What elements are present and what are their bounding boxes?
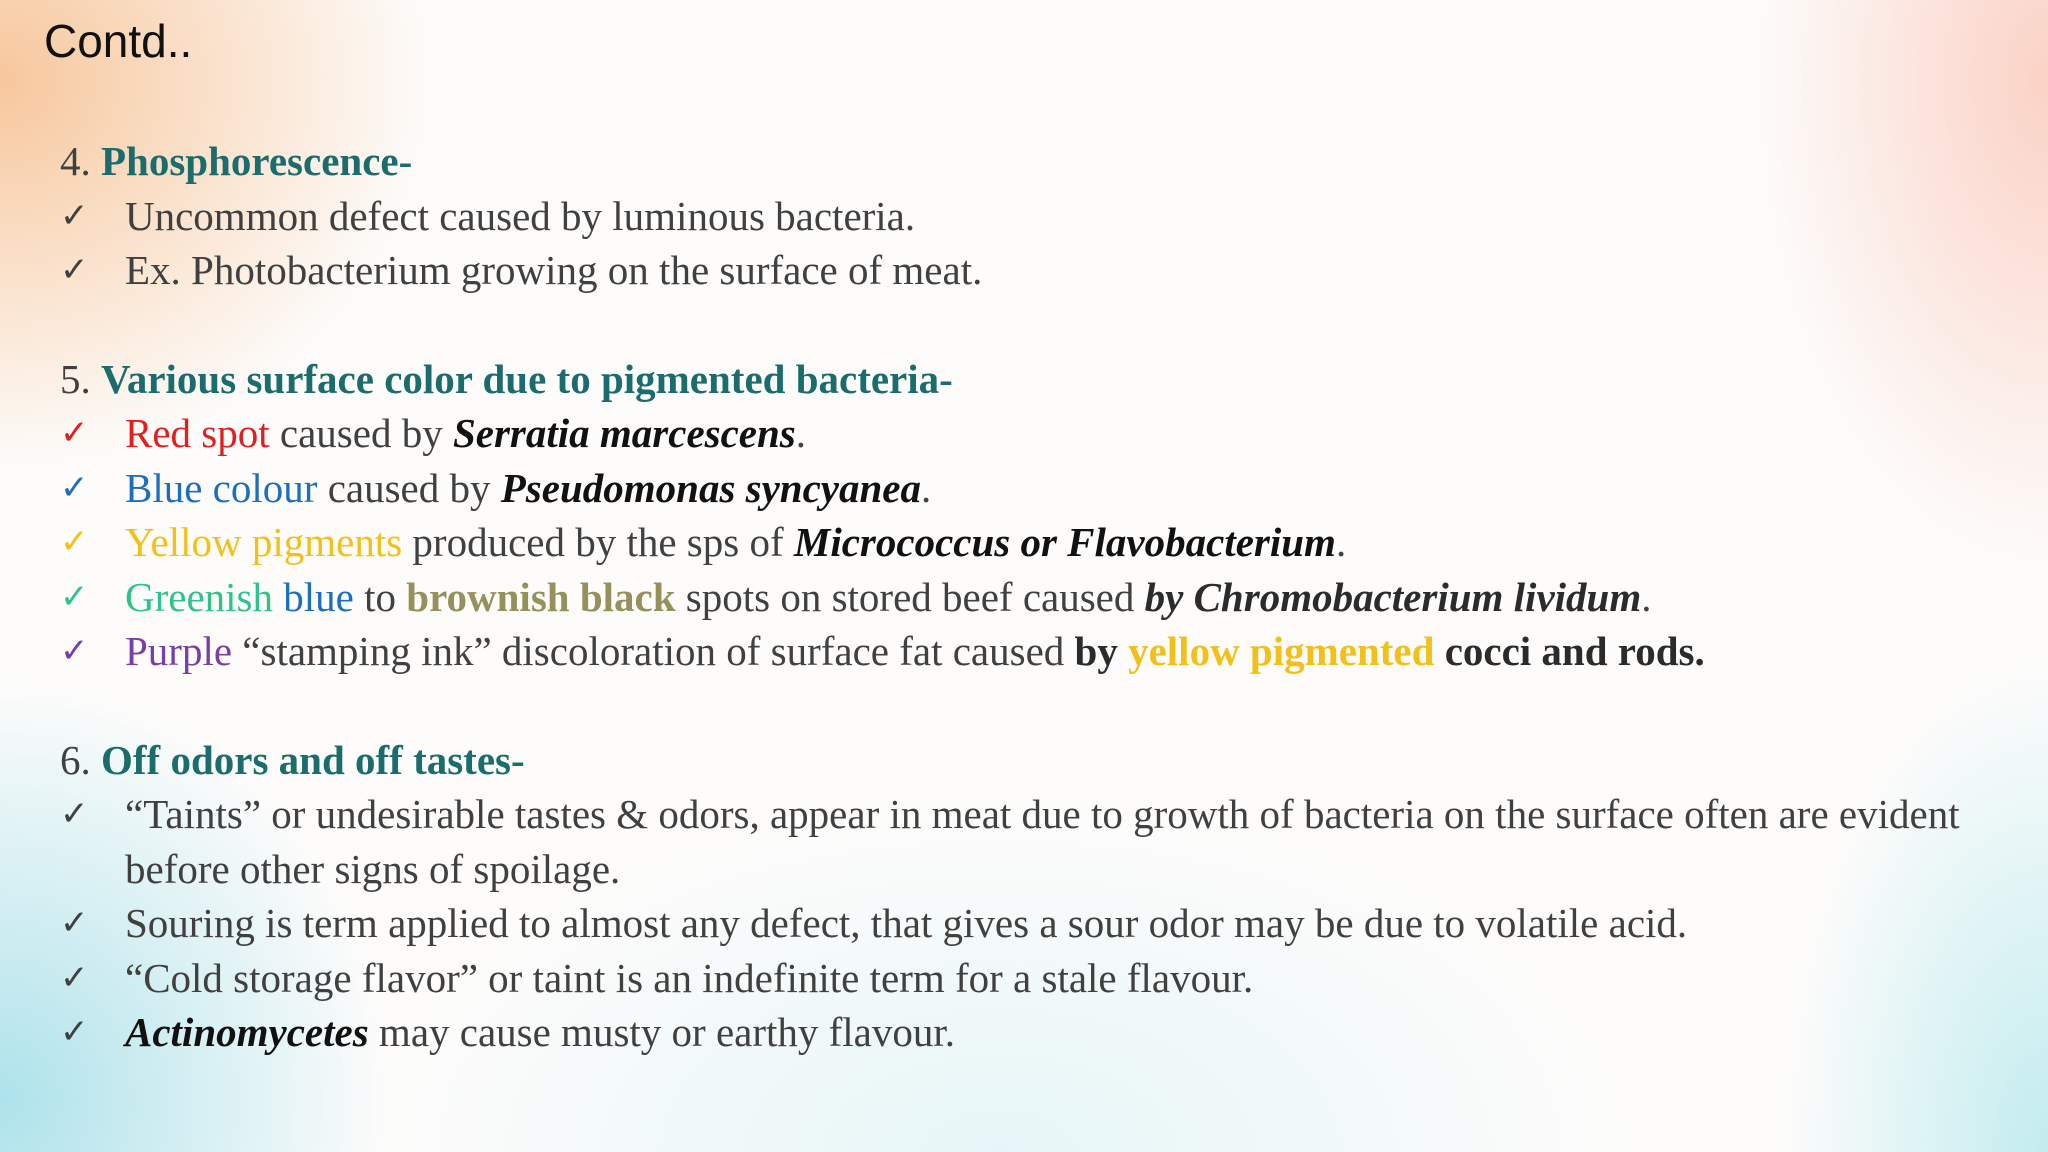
list-item bbox=[60, 951, 2020, 1006]
colored-term: Red spot bbox=[125, 410, 270, 456]
list-item-text: Ex. Photobacterium growing on the surface of meat. bbox=[125, 247, 983, 293]
colored-term: yellow pigmented bbox=[1128, 628, 1435, 674]
list-item-text: “stamping ink” discoloration of surface fat caused bbox=[232, 628, 1075, 674]
list-item-text: Uncommon defect caused by luminous bacteria. bbox=[125, 192, 916, 239]
list-item-text: spots on stored beef caused bbox=[675, 573, 1145, 620]
checkmark-icon: ✓ bbox=[60, 1012, 89, 1052]
organism-name: Micrococcus or Flavobacterium bbox=[793, 519, 1336, 565]
list-item-text: caused by bbox=[317, 464, 501, 511]
section-4-list bbox=[60, 189, 2020, 298]
colored-term: brownish black bbox=[406, 573, 676, 620]
punctuation: . bbox=[1641, 573, 1652, 620]
emphasis-text: cocci and rods. bbox=[1434, 628, 1705, 674]
section-5-number: 5. bbox=[60, 355, 101, 402]
section-4-title: Phosphorescence- bbox=[101, 138, 413, 184]
checkmark-icon: ✓ bbox=[60, 195, 89, 236]
punctuation: . bbox=[921, 464, 932, 511]
list-item bbox=[60, 461, 2020, 516]
section-5-title: Various surface color due to pigmented bacteria- bbox=[101, 355, 953, 402]
checkmark-icon: ✓ bbox=[60, 903, 89, 943]
list-item bbox=[60, 896, 2020, 951]
organism-name: Serratia marcescens bbox=[452, 410, 796, 456]
checkmark-icon: ✓ bbox=[60, 794, 89, 834]
list-item bbox=[60, 787, 2020, 896]
checkmark-icon: ✓ bbox=[60, 957, 89, 998]
punctuation: . bbox=[795, 410, 807, 456]
colored-term: Purple bbox=[125, 628, 233, 674]
punctuation: . bbox=[1335, 519, 1347, 565]
organism-name: Pseudomonas syncyanea bbox=[500, 464, 921, 511]
section-6-title: Off odors and off tastes- bbox=[101, 736, 525, 783]
slide-title: Contd.. bbox=[44, 15, 193, 67]
colored-term: blue bbox=[273, 573, 354, 620]
section-5-heading bbox=[60, 352, 2020, 407]
section-5-list bbox=[60, 406, 2020, 679]
list-item bbox=[60, 570, 2020, 625]
section-6-heading bbox=[60, 733, 2020, 788]
checkmark-icon: ✓ bbox=[60, 250, 89, 290]
section-6-number: 6. bbox=[60, 736, 101, 783]
list-item bbox=[60, 189, 2020, 244]
organism-name: by Chromobacterium lividum bbox=[1144, 573, 1642, 620]
list-item-text: to bbox=[353, 573, 407, 620]
checkmark-icon: ✓ bbox=[60, 576, 89, 617]
list-item-text: “Taints” or undesirable tastes & odors, appear in meat due to growth of bacteria on the surface often are evident before other signs of spoilage. bbox=[125, 791, 1960, 892]
list-item bbox=[60, 1005, 2020, 1060]
checkmark-icon: ✓ bbox=[60, 467, 89, 508]
slide-content bbox=[60, 134, 2020, 1060]
checkmark-icon: ✓ bbox=[60, 631, 89, 671]
list-item-text: Souring is term applied to almost any defect, that gives a sour odor may be due to volatile acid. bbox=[125, 900, 1688, 946]
checkmark-icon: ✓ bbox=[60, 522, 89, 562]
section-6-list bbox=[60, 787, 2020, 1060]
list-item bbox=[60, 243, 2020, 298]
list-item-text: “Cold storage flavor” or taint is an indefinite term for a stale flavour. bbox=[125, 954, 1254, 1001]
colored-term: Blue colour bbox=[125, 464, 318, 511]
section-4-number: 4. bbox=[60, 138, 101, 184]
section-4-heading bbox=[60, 134, 2020, 189]
list-item-text: caused by bbox=[269, 410, 453, 456]
list-item bbox=[60, 624, 2020, 679]
emphasis-text: by bbox=[1074, 628, 1129, 674]
spacer bbox=[60, 679, 2020, 733]
colored-term: Yellow pigments bbox=[125, 519, 403, 565]
spacer bbox=[60, 298, 2020, 352]
colored-term: Greenish bbox=[125, 573, 274, 620]
organism-name: Actinomycetes bbox=[125, 1009, 369, 1055]
list-item-text: produced by the sps of bbox=[402, 519, 794, 565]
list-item-text: may cause musty or earthy flavour. bbox=[368, 1009, 956, 1055]
list-item bbox=[60, 406, 2020, 461]
checkmark-icon: ✓ bbox=[60, 413, 89, 453]
list-item bbox=[60, 515, 2020, 570]
